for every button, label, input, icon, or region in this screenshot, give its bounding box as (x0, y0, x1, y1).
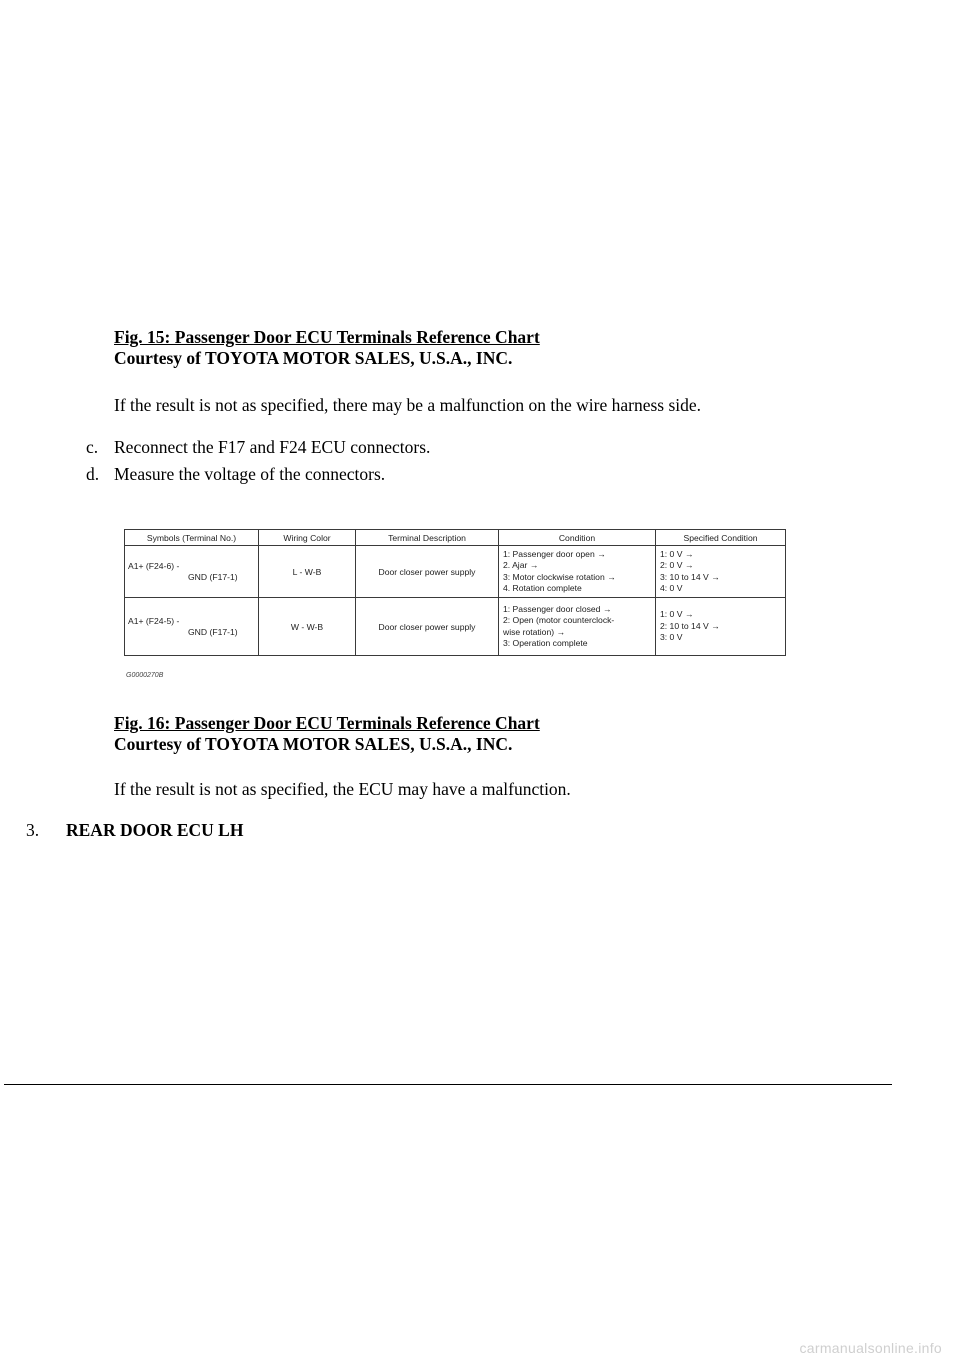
header-condition: Condition (499, 530, 656, 546)
section-number: 3. (26, 820, 40, 840)
header-wiring-color: Wiring Color (259, 530, 356, 546)
symbol-line: GND (F17-1) (188, 626, 238, 637)
header-terminal-description: Terminal Description (356, 530, 499, 546)
step-c-letter: c. (86, 437, 99, 457)
fig15-title: Fig. 15: Passenger Door ECU Terminals Reference Chart (114, 327, 540, 347)
condition-line: 3: Motor clockwise rotation → (503, 571, 616, 582)
cell-specified (656, 546, 786, 598)
fig15-courtesy: Courtesy of TOYOTA MOTOR SALES, U.S.A., INC. (114, 348, 513, 368)
footer-divider (4, 1084, 892, 1085)
cell-description: Door closer power supply (356, 598, 499, 656)
section-title: REAR DOOR ECU LH (66, 820, 244, 840)
section-heading (26, 820, 243, 841)
condition-line: 3: Operation complete (503, 638, 588, 648)
cell-symbol (125, 598, 259, 656)
header-symbols: Symbols (Terminal No.) (125, 530, 259, 546)
cell-wiring-color: L - W-B (259, 546, 356, 598)
cell-specified (656, 598, 786, 656)
step-c (86, 437, 430, 458)
condition-line: 2: Open (motor counterclock- (503, 615, 615, 625)
cell-wiring-color: W - W-B (259, 598, 356, 656)
condition-line: 4. Rotation complete (503, 583, 582, 593)
symbol-line: GND (F17-1) (188, 571, 238, 582)
note-wire-harness: If the result is not as specified, there may be a malfunction on the wire harness side. (114, 395, 702, 415)
cell-condition (499, 598, 656, 656)
note-ecu-malfunction: If the result is not as specified, the ECU may have a malfunction. (114, 779, 571, 799)
header-specified-condition: Specified Condition (656, 530, 786, 546)
fig15-caption (114, 327, 540, 369)
cell-description: Door closer power supply (356, 546, 499, 598)
specified-line: 1: 0 V → (660, 609, 694, 620)
specified-line: 4: 0 V (660, 583, 683, 593)
fig16-title: Fig. 16: Passenger Door ECU Terminals Reference Chart (114, 713, 540, 733)
table-row (125, 546, 786, 598)
site-watermark: carmanualsonline.info (799, 1340, 942, 1356)
table-header-row (125, 530, 786, 546)
specified-line: 2: 0 V → (660, 560, 694, 570)
symbol-line: A1+ (F24-6) - (128, 560, 180, 571)
condition-line: 1: Passenger door open → (503, 548, 606, 559)
fig16-caption (114, 713, 540, 755)
specified-line: 3: 10 to 14 V → (660, 571, 720, 582)
step-d (86, 464, 385, 485)
condition-line: wise rotation) → (503, 626, 566, 637)
cell-symbol (125, 546, 259, 598)
specified-line: 3: 0 V (660, 632, 683, 643)
figure-code: G0000270B (126, 672, 164, 679)
step-d-letter: d. (86, 464, 100, 484)
step-d-text: Measure the voltage of the connectors. (114, 464, 386, 484)
symbol-line: A1+ (F24-5) - (128, 615, 180, 626)
fig16-courtesy: Courtesy of TOYOTA MOTOR SALES, U.S.A., INC. (114, 734, 513, 754)
table-row (125, 598, 786, 656)
terminal-reference-figure (124, 529, 785, 656)
specified-line: 1: 0 V → (660, 548, 694, 559)
cell-condition (499, 546, 656, 598)
terminal-reference-table (124, 529, 786, 656)
specified-line: 2: 10 to 14 V → (660, 620, 720, 631)
condition-line: 1: Passenger door closed → (503, 603, 612, 614)
step-c-text: Reconnect the F17 and F24 ECU connectors. (114, 437, 431, 457)
condition-line: 2. Ajar → (503, 560, 539, 570)
